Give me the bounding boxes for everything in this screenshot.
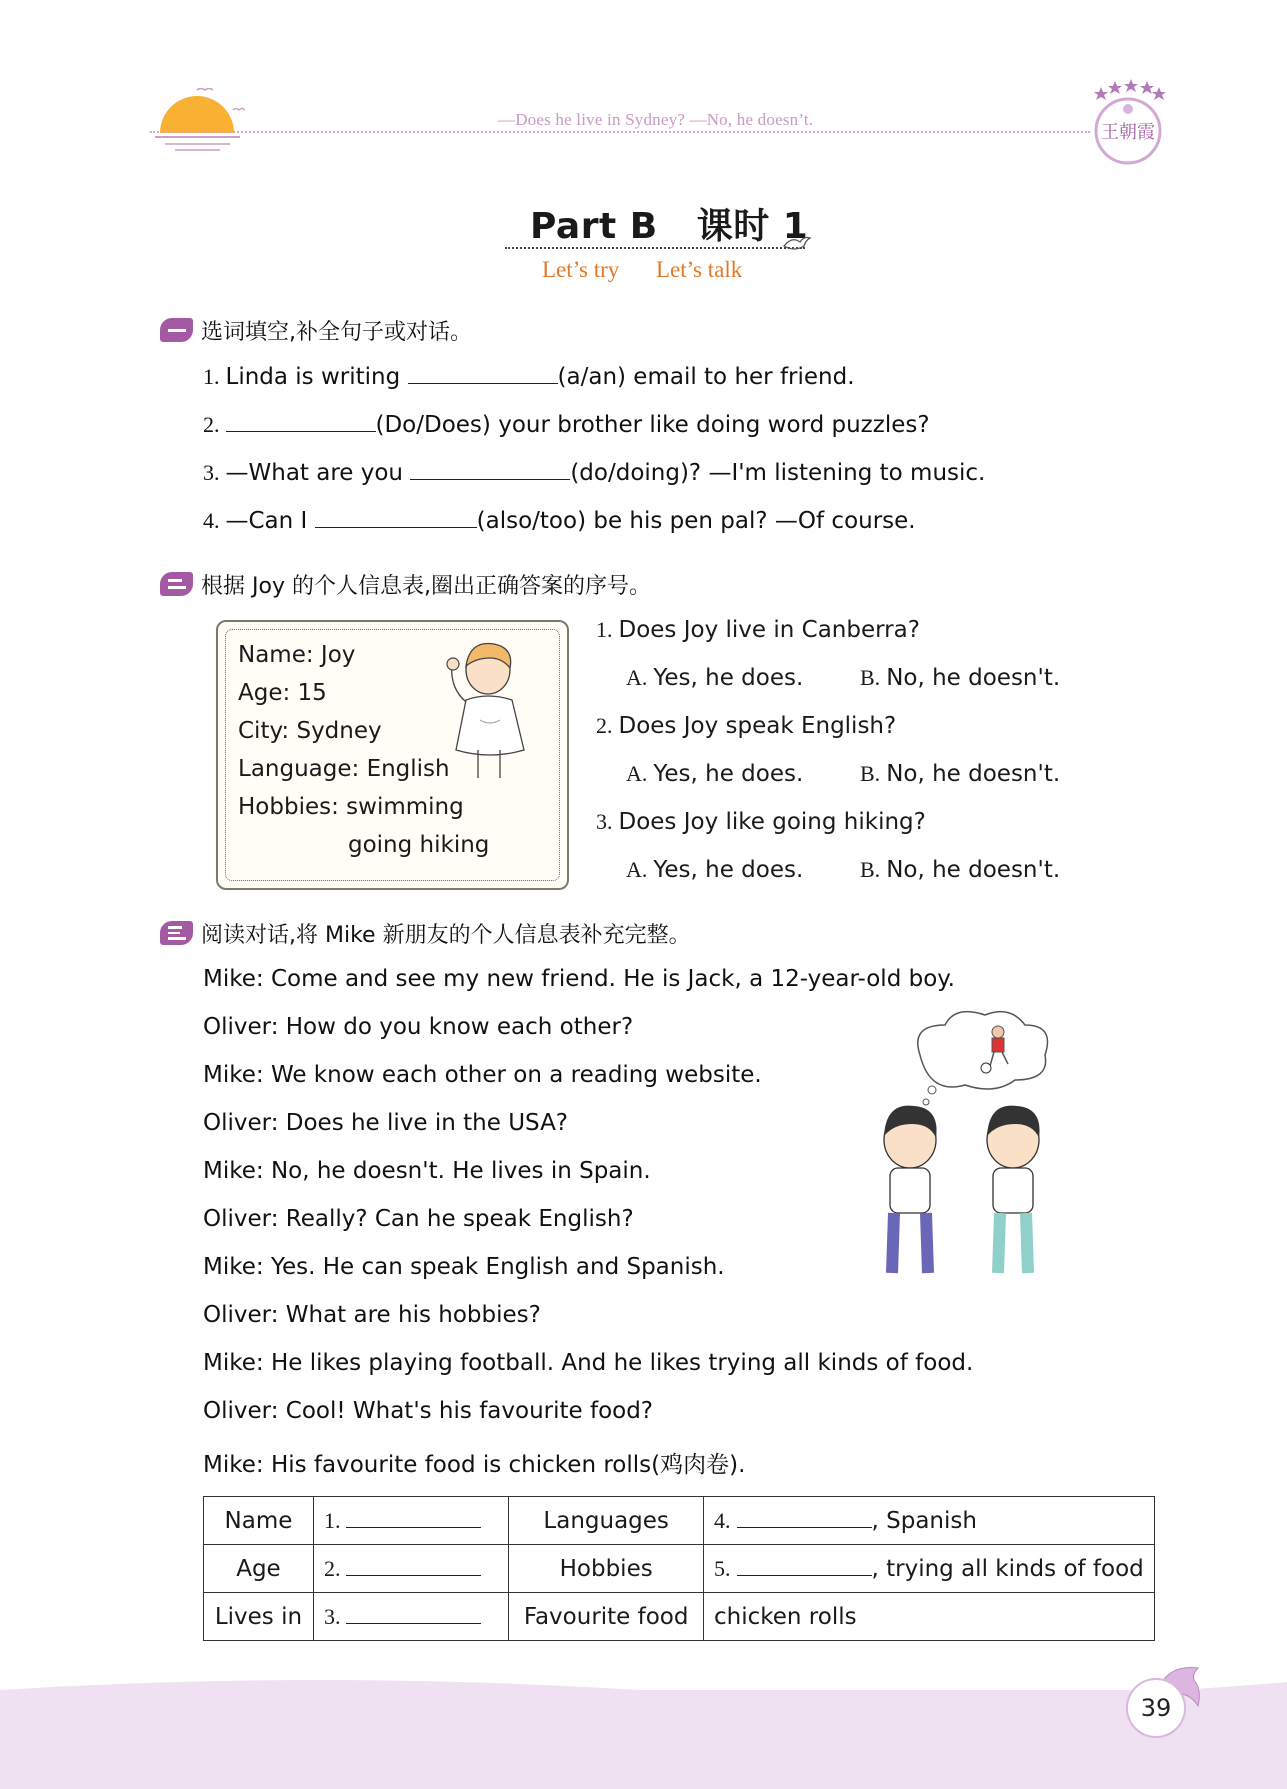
table-row: [204, 1545, 1155, 1593]
jack-info-table: [203, 1496, 1155, 1641]
subtitle-lets-talk: Let’s talk: [656, 257, 743, 282]
s2-question-2: 2. Does Joy speak English?: [596, 713, 897, 739]
table-answer-cell[interactable]: 2.: [313, 1545, 508, 1593]
card-age: Age: 15: [238, 680, 327, 706]
table-answer-cell[interactable]: 5. , trying all kinds of food: [704, 1545, 1155, 1593]
brand-logo: [1085, 76, 1170, 166]
card-language: Language: English: [238, 756, 450, 782]
table-label: Name: [204, 1497, 314, 1545]
dialogue-line: Mike: We know each other on a reading website.: [203, 1062, 762, 1088]
card-name: Name: Joy: [238, 642, 356, 668]
table-label: Lives in: [204, 1593, 314, 1641]
table-answer-cell[interactable]: 1.: [313, 1497, 508, 1545]
sunset-icon: [155, 88, 245, 158]
s2-question-3: 3. Does Joy like going hiking?: [596, 809, 926, 835]
table-label: Languages: [509, 1497, 704, 1545]
section2-badge: [160, 572, 193, 596]
s1-item-1: 1. Linda is writing (a/an) email to her friend.: [203, 364, 855, 390]
answer-blank[interactable]: [226, 412, 376, 432]
table-label: Age: [204, 1545, 314, 1593]
section1-badge: [160, 318, 193, 342]
dialogue-line: Oliver: Really? Can he speak English?: [203, 1206, 634, 1232]
dialogue-line: Oliver: What are his hobbies?: [203, 1302, 541, 1328]
page-number: 39: [1140, 1694, 1172, 1722]
s2-q1-option-b[interactable]: B. No, he doesn't.: [860, 665, 1061, 691]
joy-info-card: [216, 620, 569, 890]
table-value: chicken rolls: [704, 1593, 1155, 1641]
page-title: Part B 课时 1: [530, 206, 809, 247]
card-city: City: Sydney: [238, 718, 382, 744]
s2-q2-option-a[interactable]: A. Yes, he does.: [626, 761, 804, 787]
page-footer: [0, 1690, 1287, 1789]
dialogue-line: Mike: No, he doesn't. He lives in Spain.: [203, 1158, 651, 1184]
subtitle-lets-try: Let’s try: [542, 257, 620, 282]
s1-item-4: 4. —Can I (also/too) be his pen pal? —Of course.: [203, 508, 916, 534]
table-row: [204, 1593, 1155, 1641]
boy-illustration: [438, 640, 548, 780]
two-boys-illustration: [870, 1010, 1080, 1280]
table-label: Hobbies: [509, 1545, 704, 1593]
section3-instruction: 阅读对话,将 Mike 新朋友的个人信息表补充完整。: [201, 922, 691, 948]
table-answer-cell[interactable]: 4. , Spanish: [704, 1497, 1155, 1545]
answer-blank[interactable]: [408, 364, 558, 384]
s2-question-1: 1. Does Joy live in Canberra?: [596, 617, 920, 643]
s2-q3-option-b[interactable]: B. No, he doesn't.: [860, 857, 1061, 883]
header-divider: [150, 131, 1090, 133]
dialogue-line: Mike: His favourite food is chicken rolls(鸡肉卷).: [203, 1452, 746, 1478]
answer-blank[interactable]: [410, 460, 570, 480]
section1-instruction: 选词填空,补全句子或对话。: [201, 319, 472, 345]
table-answer-cell[interactable]: 3.: [313, 1593, 508, 1641]
table-label: Favourite food: [509, 1593, 704, 1641]
card-hobbies: Hobbies: swimming: [238, 794, 464, 820]
dialogue-line: Mike: Yes. He can speak English and Spanish.: [203, 1254, 725, 1280]
section3-badge: [160, 921, 193, 945]
answer-blank[interactable]: [315, 508, 477, 528]
s2-q3-option-a[interactable]: A. Yes, he does.: [626, 857, 804, 883]
header-caption: —Does he live in Sydney? —No, he doesn’t.: [498, 110, 814, 129]
logo-text: 王朝霞: [1101, 122, 1155, 143]
dialogue-line: Mike: He likes playing football. And he likes trying all kinds of food.: [203, 1350, 974, 1376]
section3-header: [160, 918, 691, 948]
s1-item-2: 2. (Do/Does) your brother like doing word puzzles?: [203, 412, 930, 438]
card-hobbies-2: going hiking: [348, 832, 490, 858]
table-row: [204, 1497, 1155, 1545]
dialogue-line: Mike: Come and see my new friend. He is Jack, a 12-year-old boy.: [203, 966, 955, 992]
title-underline: [505, 247, 805, 249]
dialogue-line: Oliver: How do you know each other?: [203, 1014, 634, 1040]
section1-header: [160, 315, 472, 345]
dialogue-line: Oliver: Does he live in the USA?: [203, 1110, 569, 1136]
s2-q1-option-a[interactable]: A. Yes, he does.: [626, 665, 804, 691]
bird-icon: [782, 234, 812, 254]
s1-item-3: 3. —What are you (do/doing)? —I'm listening to music.: [203, 460, 986, 486]
dialogue-line: Oliver: Cool! What's his favourite food?: [203, 1398, 654, 1424]
page-header: [0, 0, 1287, 170]
section2-header: [160, 569, 651, 599]
section2-instruction: 根据 Joy 的个人信息表,圈出正确答案的序号。: [201, 573, 651, 599]
s2-q2-option-b[interactable]: B. No, he doesn't.: [860, 761, 1061, 787]
